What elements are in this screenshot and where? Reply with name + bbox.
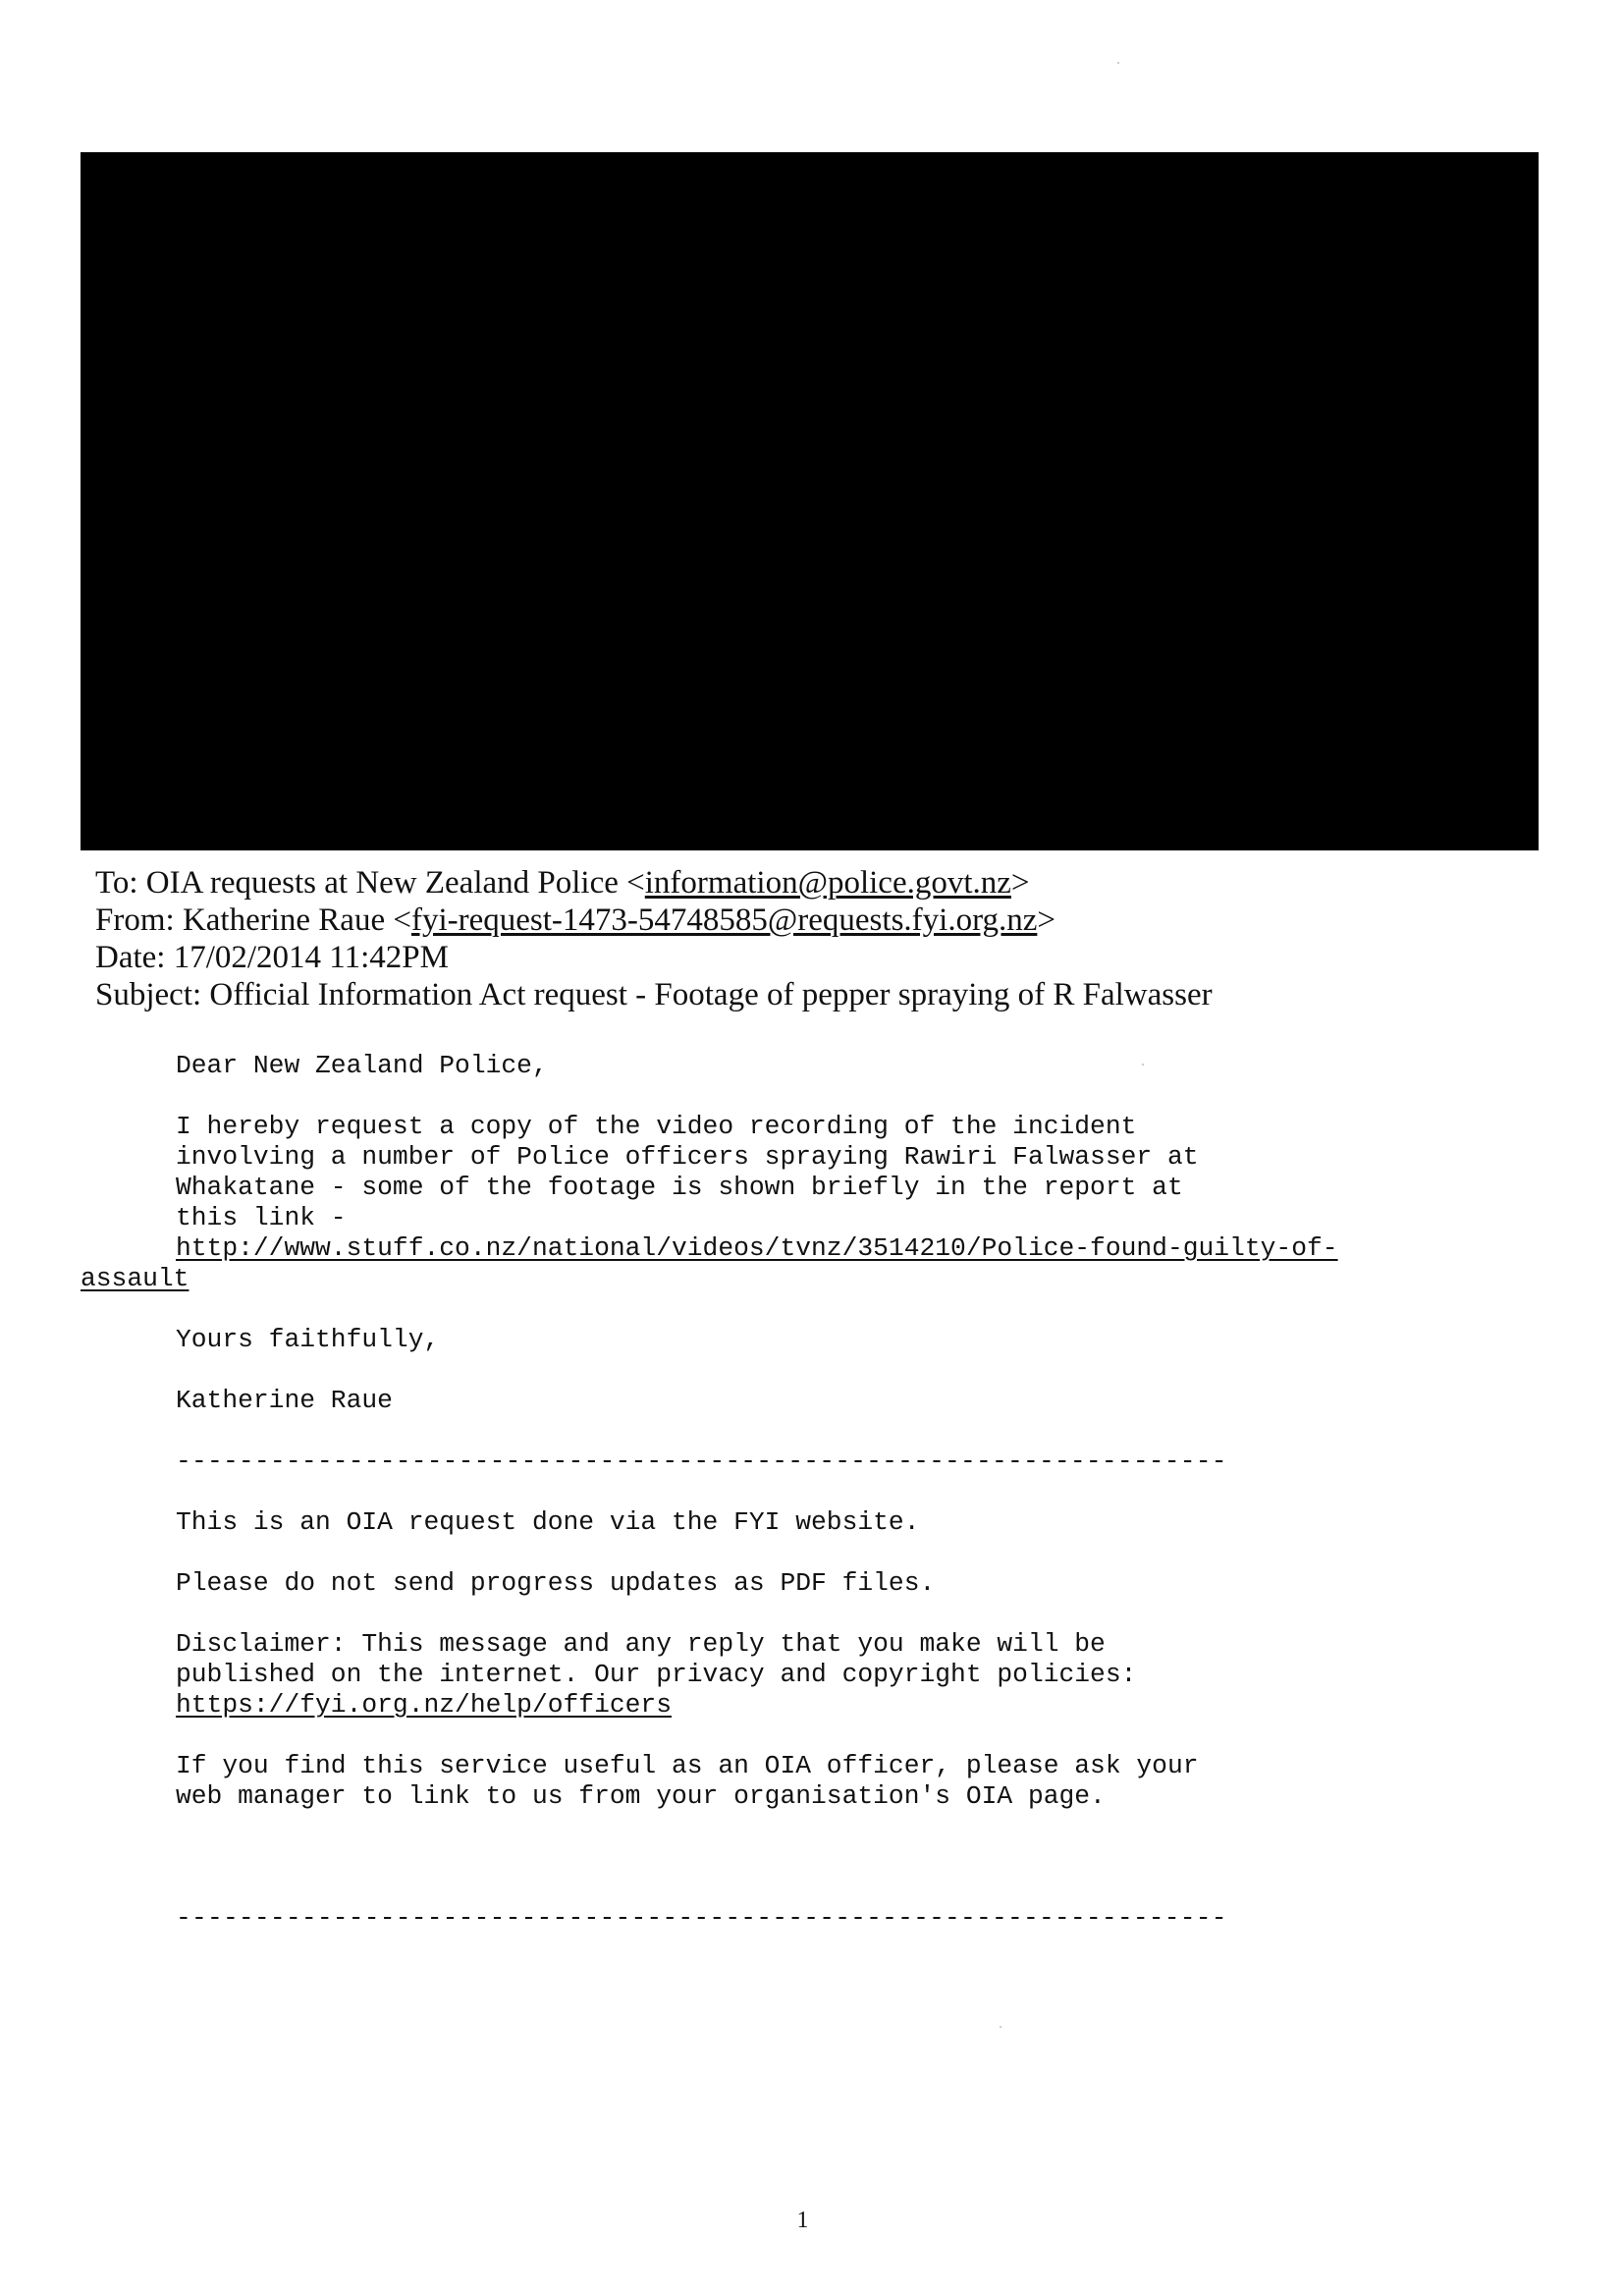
scan-speck <box>1000 2026 1001 2028</box>
video-link[interactable] <box>81 1233 1534 1294</box>
from-email-link[interactable]: fyi-request-1473-54748585@requests.fyi.org.nz <box>410 902 1038 938</box>
greeting: Dear New Zealand Police, <box>176 1051 548 1080</box>
useful-line: If you find this service useful as an OIA officer, please ask your <box>176 1751 1199 1780</box>
useful-paragraph <box>176 1751 1534 1812</box>
to-line: To: OIA requests at New Zealand Police <information@police.govt.nz> <box>95 865 1030 901</box>
video-link-part2[interactable]: assault <box>81 1264 189 1293</box>
subject-line <box>95 976 1548 1013</box>
date-line <box>95 939 1548 976</box>
from-line: From: Katherine Raue <fyi-request-1473-54748585@requests.fyi.org.nz> <box>95 902 1055 938</box>
useful-line: web manager to link to us from your organisation's OIA page. <box>176 1781 1106 1811</box>
separator-line: ------------------------------------------------------------------- <box>176 1447 1227 1476</box>
request-line: I hereby request a copy of the video recording of the incident <box>176 1112 1137 1141</box>
date-value: 17/02/2014 11:42PM <box>173 940 449 975</box>
request-line: involving a number of Police officers spraying Rawiri Falwasser at <box>176 1142 1199 1172</box>
disclaimer-line: published on the internet. Our privacy and copyright policies: <box>176 1660 1137 1689</box>
footer-intro: This is an OIA request done via the FYI website. <box>176 1507 920 1537</box>
closing: Yours faithfully, <box>176 1325 440 1354</box>
from-label: From: <box>95 902 175 938</box>
page-number: 1 <box>796 2208 809 2233</box>
email-header <box>95 864 1548 1013</box>
from-name: Katherine Raue <box>182 902 386 938</box>
date-label: Date: <box>95 940 166 975</box>
subject-label: Subject: <box>95 977 202 1012</box>
request-line: Whakatane - some of the footage is shown briefly in the report at <box>176 1173 1183 1202</box>
to-label: To: <box>95 865 138 901</box>
request-paragraph <box>176 1112 1534 1233</box>
signature: Katherine Raue <box>176 1386 393 1415</box>
footer-pdf-note: Please do not send progress updates as PDF files. <box>176 1568 936 1598</box>
to-name: OIA requests at New Zealand Police <box>145 865 619 901</box>
to-email-link[interactable]: information@police.govt.nz <box>644 865 1011 901</box>
disclaimer-paragraph <box>176 1629 1534 1721</box>
request-line: this link - <box>176 1203 347 1232</box>
redaction-block <box>81 152 1539 850</box>
privacy-link[interactable]: https://fyi.org.nz/help/officers <box>176 1690 672 1720</box>
video-link-part1[interactable]: http://www.stuff.co.nz/national/videos/tvnz/3514210/Police-found-guilty-of- <box>176 1233 1338 1263</box>
email-body <box>81 1051 1534 1964</box>
spacer <box>81 1842 1534 1903</box>
separator-line-end: ------------------------------------------------------------------- <box>176 1903 1227 1933</box>
scan-speck <box>1117 62 1119 64</box>
subject-value: Official Information Act request - Footage of pepper spraying of R Falwasser <box>209 977 1213 1012</box>
disclaimer-line: Disclaimer: This message and any reply that you make will be <box>176 1629 1106 1659</box>
